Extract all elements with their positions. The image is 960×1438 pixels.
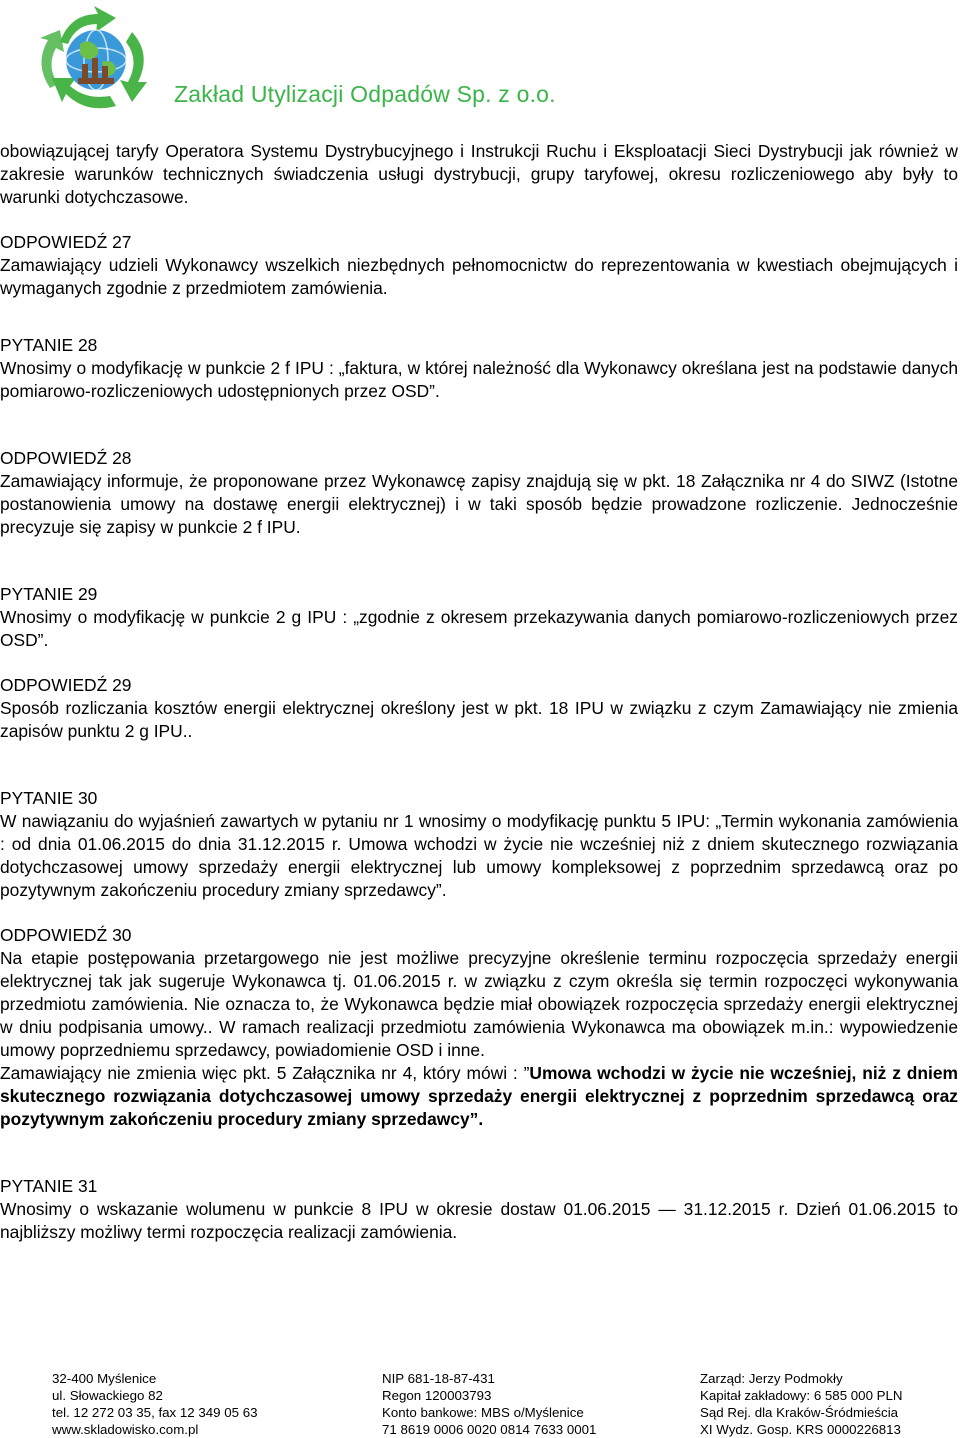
answer-30-text: Na etapie postępowania przetargowego nie jest możliwe precyzyjne określenie terminu rozpoczęcia sprzedaży energii elektrycznej tak jak sugeruje Wykonawca tj. 01.06.2015 r. w związku z czym określa się termin rozpoczęci wykonywania przedmiotu zamówienia. Nie oznacza to, że Wykonawca będzie miał obowiązek rozpoczęcia sprzedaży energii elektrycznej w dniu podpisania umowy.. W ramach realizacji przedmiotu zamówienia Wykonawca ma obowiązek m.in.: wypowiedzenie umowy poprzedniemu sprzedawcy, powiadomienie OSD i inne. (0, 948, 958, 1060)
answer-29-heading: ODPOWIEDŹ 29 (0, 675, 132, 695)
question-30-heading: PYTANIE 30 (0, 788, 98, 808)
letterhead (0, 0, 960, 118)
document-body (0, 140, 958, 1244)
answer-28-heading: ODPOWIEDŹ 28 (0, 448, 132, 468)
answer-30-quote (0, 1062, 958, 1131)
footer-line: Kapitał zakładowy: 6 585 000 PLN (700, 1388, 903, 1403)
question-31-heading: PYTANIE 31 (0, 1176, 98, 1196)
question-28-heading: PYTANIE 28 (0, 335, 98, 355)
question-30-text: W nawiązaniu do wyjaśnień zawartych w pytaniu nr 1 wnosimy o modyfikację punktu 5 IPU: „Termin wykonania zamówienia : od dnia 01.06.2015 do dnia 31.12.2015 r. Umowa wchodzi w życie nie wcześniej niż z dniem skutecznego rozwiązania dotychczasowej umowy sprzedaży energii elektrycznej lub umowy kompleksowej z poprzednim sprzedawcą oraz po pozytywnym zakończeniu procedury zmiany sprzedawcy”. (0, 811, 958, 900)
answer-27-text: Zamawiający udzieli Wykonawcy wszelkich niezbędnych pełnomocnictw do reprezentowania w kwestiach obejmujących i wymaganych zgodnie z przedmiotem zamówienia. (0, 255, 958, 298)
footer-line: XI Wydz. Gosp. KRS 0000226813 (700, 1422, 901, 1437)
footer-line: 71 8619 0006 0020 0814 7633 0001 (382, 1422, 597, 1437)
footer-line: Zarząd: Jerzy Podmokły (700, 1371, 843, 1386)
question-28-text: Wnosimy o modyfikację w punkcie 2 f IPU : „faktura, w której należność dla Wykonawcy określana jest na podstawie danych pomiarowo-rozliczeniowych udostępnionych przez OSD”. (0, 358, 958, 401)
footer-line: NIP 681-18-87-431 (382, 1371, 495, 1386)
paragraph-continuation: obowiązującej taryfy Operatora Systemu Dystrybucyjnego i Instrukcji Ruchu i Eksploatacji Sieci Dystrybucji jak również w zakresie warunków technicznych świadczenia usługi dystrybucji, grupy taryfowej, okresu rozliczeniowego aby były to warunki dotychczasowe. (0, 141, 958, 207)
footer-board-column (700, 1370, 903, 1438)
letterhead-footer (0, 1370, 960, 1436)
answer-30-quote-intro: Zamawiający nie zmienia więc pkt. 5 Załącznika nr 4, który mówi : ” (0, 1063, 530, 1083)
footer-address-column (52, 1370, 258, 1438)
footer-line: ul. Słowackiego 82 (52, 1388, 163, 1403)
answer-30-heading: ODPOWIEDŹ 30 (0, 925, 132, 945)
footer-line: Regon 120003793 (382, 1388, 492, 1403)
footer-line: tel. 12 272 03 35, fax 12 349 05 63 (52, 1405, 258, 1420)
recycling-globe-logo-icon (20, 2, 170, 114)
footer-line: 32-400 Myślenice (52, 1371, 157, 1386)
footer-registration-column (382, 1370, 596, 1438)
footer-line: Konto bankowe: MBS o/Myślenice (382, 1405, 584, 1420)
question-29-text: Wnosimy o modyfikację w punkcie 2 g IPU : „zgodnie z okresem przekazywania danych pomiarowo-rozliczeniowych przez OSD”. (0, 607, 958, 650)
question-29-heading: PYTANIE 29 (0, 584, 98, 604)
footer-website-link[interactable]: www.skladowisko.com.pl (52, 1422, 199, 1437)
answer-29-text: Sposób rozliczania kosztów energii elektrycznej określony jest w pkt. 18 IPU w związku z czym Zamawiający nie zmienia zapisów punktu 2 g IPU.. (0, 698, 958, 741)
answer-30-quote-bold: Umowa wchodzi w życie nie wcześniej, niż z dniem skutecznego rozwiązania dotychczasowej umowy sprzedaży energii elektrycznej z poprzednim sprzedawcą oraz pozytywnym zakończeniu procedury zmiany sprzedawcy”. (0, 1063, 959, 1129)
company-name: Zakład Utylizacji Odpadów Sp. z o.o. (174, 81, 556, 107)
answer-28-text: Zamawiający informuje, że proponowane przez Wykonawcę zapisy znajdują się w pkt. 18 Załącznika nr 4 do SIWZ (Istotne postanowienia umowy na dostawę energii elektrycznej) i w taki sposób będzie prowadzone rozliczenie. Jednocześnie precyzuje się zapisy w punkcie 2 f IPU. (0, 471, 958, 537)
question-31-text: Wnosimy o wskazanie wolumenu w punkcie 8 IPU w okresie dostaw 01.06.2015 — 31.12.2015 r. Dzień 01.06.2015 to najbliższy możliwy termi rozpoczęcia realizacji zamówienia. (0, 1199, 958, 1242)
answer-27-heading: ODPOWIEDŹ 27 (0, 232, 132, 252)
footer-line: Sąd Rej. dla Kraków-Śródmieścia (700, 1405, 899, 1420)
